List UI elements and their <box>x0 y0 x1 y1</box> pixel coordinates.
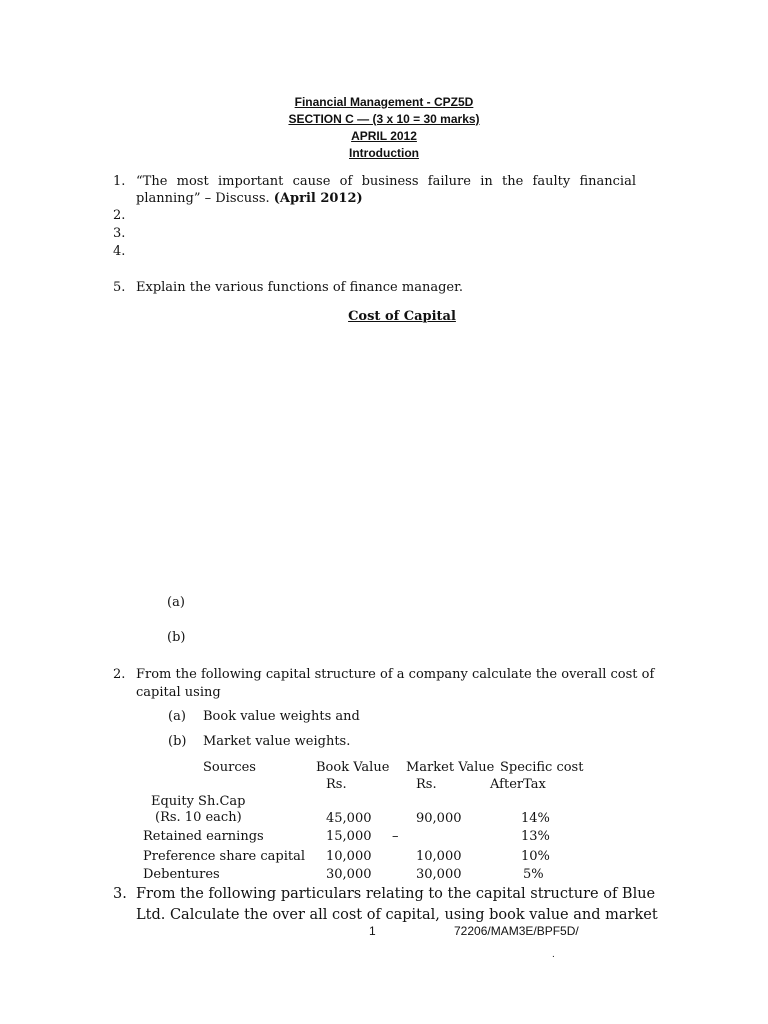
table-header: Sources <box>203 760 256 775</box>
question-text: “The most important cause of business failure in the faulty financial <box>136 174 636 189</box>
question-tag: (April 2012) <box>273 191 363 206</box>
footer-dot: . <box>552 949 555 960</box>
table-header: Specific cost <box>500 760 584 775</box>
question-text-cont <box>136 191 363 206</box>
table-cell-market: 30,000 <box>416 867 462 882</box>
table-cell-book: 30,000 <box>326 867 372 882</box>
table-cell-cost: 10% <box>521 849 550 864</box>
table-cell-cost: 14% <box>521 811 550 826</box>
question-text-cont: Ltd. Calculate the over all cost of capital, using book value and market <box>136 907 658 923</box>
table-cell-cost: 5% <box>523 867 544 882</box>
question-number: 3. <box>113 886 127 902</box>
table-cell-book: 15,000 <box>326 829 372 844</box>
topic-heading: Introduction <box>349 146 419 160</box>
question-text-cont: capital using <box>136 685 221 700</box>
table-cell-market: 90,000 <box>416 811 462 826</box>
question-text-part: planning” – Discuss. <box>136 191 270 206</box>
footer-code: 72206/MAM3E/BPF5D/ <box>454 924 579 938</box>
table-cell-cost: 13% <box>521 829 550 844</box>
table-cell-source: Retained earnings <box>143 829 264 844</box>
question-text: Explain the various functions of finance manager. <box>136 280 464 295</box>
table-subheader: Rs. <box>326 777 347 792</box>
sub-item-label: (a) <box>167 595 185 610</box>
sub-item-label: (b) <box>167 630 186 645</box>
option-label: (b) <box>168 734 187 749</box>
question-text: From the following particulars relating to the capital structure of Blue <box>136 886 656 902</box>
question-number: 1. <box>113 174 126 189</box>
table-cell-source: Debentures <box>143 867 220 882</box>
table-cell-market: 10,000 <box>416 849 462 864</box>
option-text: Market value weights. <box>203 734 351 749</box>
option-label: (a) <box>168 709 186 724</box>
question-number: 5. <box>113 280 126 295</box>
question-text: From the following capital structure of a company calculate the overall cost of <box>136 667 655 682</box>
table-cell-source: (Rs. 10 each) <box>155 810 242 825</box>
table-header: Market Value <box>406 760 495 775</box>
question-number: 2. <box>113 208 126 223</box>
table-cell-book: 10,000 <box>326 849 372 864</box>
table-subheader: AfterTax <box>490 777 546 792</box>
doc-title: Financial Management - CPZ5D <box>294 95 474 109</box>
table-cell-market: – <box>392 829 399 844</box>
option-text: Book value weights and <box>203 709 360 724</box>
table-subheader: Rs. <box>416 777 437 792</box>
question-number: 3. <box>113 226 126 241</box>
table-cell-source: Equity Sh.Cap <box>151 794 246 809</box>
table-header: Book Value <box>316 760 390 775</box>
question-number: 2. <box>113 667 126 682</box>
exam-date: APRIL 2012 <box>351 129 417 143</box>
table-cell-source: Preference share capital <box>143 849 306 864</box>
question-number: 4. <box>113 244 126 259</box>
section-heading: Cost of Capital <box>348 309 456 324</box>
table-cell-book: 45,000 <box>326 811 372 826</box>
page-number: 1 <box>369 924 376 938</box>
section-title: SECTION C — (3 x 10 = 30 marks) <box>288 112 480 126</box>
